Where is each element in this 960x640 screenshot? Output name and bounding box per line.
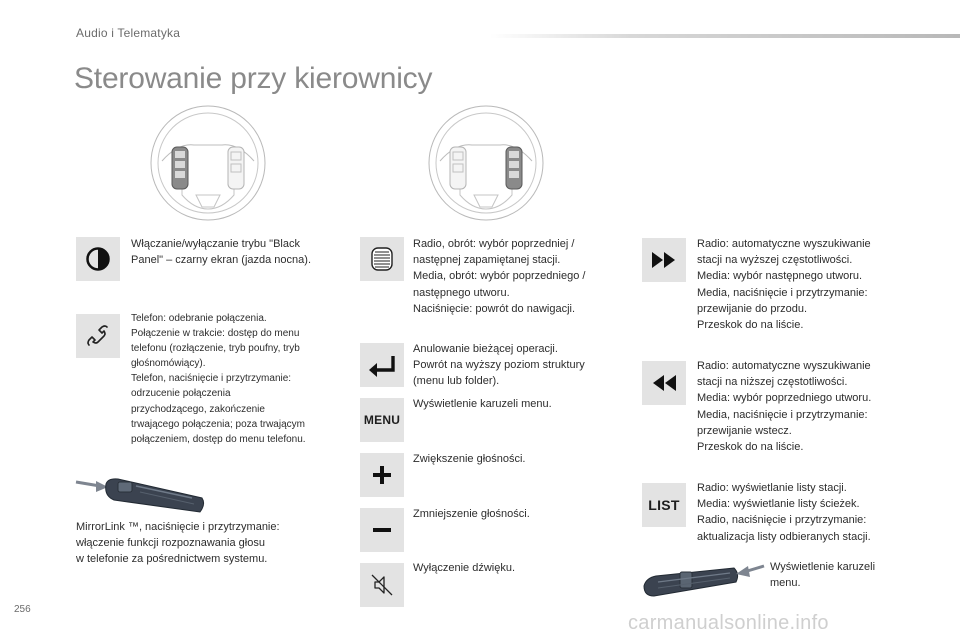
menu-button[interactable] bbox=[360, 398, 404, 442]
rewind-icon bbox=[650, 373, 678, 393]
volume-up-description: Zwiększenie głośności. bbox=[413, 453, 526, 465]
minus-icon bbox=[371, 519, 393, 541]
mute-button[interactable] bbox=[360, 563, 404, 607]
speaker-muted-icon bbox=[368, 571, 396, 599]
page-number: 256 bbox=[14, 604, 31, 615]
menu-description: Wyświetlenie karuzeli menu. bbox=[413, 398, 552, 410]
steering-wheel-right-diagram bbox=[426, 103, 546, 223]
header-section-title: Audio i Telematyka bbox=[76, 26, 181, 40]
watermark: carmanualsonline.info bbox=[628, 612, 829, 634]
back-description: Anulowanie bieżącej operacji. Powrót na wyższy poziom struktury (menu lub folder). bbox=[413, 343, 585, 388]
black-panel-description: Włączanie/wyłączanie trybu "Black Panel" – czarny ekran (jazda nocna). bbox=[131, 238, 312, 267]
list-description: Radio: wyświetlanie listy stacji. Media: wyświetlanie listy ścieżek. Radio, naciśnięcie i przytrzymanie: aktualizacja listy odbieranych stacji. bbox=[697, 482, 871, 543]
half-circle-icon bbox=[85, 246, 111, 272]
volume-up-button[interactable] bbox=[360, 453, 404, 497]
menu-label: MENU bbox=[363, 413, 401, 427]
page-title: Sterowanie przy kierownicy bbox=[74, 62, 433, 95]
list-button[interactable] bbox=[642, 483, 686, 527]
menu-stalk-illustration bbox=[640, 560, 766, 611]
back-button[interactable] bbox=[360, 343, 404, 387]
fast-forward-icon bbox=[650, 250, 678, 270]
thumbwheel-button[interactable] bbox=[360, 237, 404, 281]
phone-handset-icon bbox=[84, 322, 112, 350]
seek-down-description: Radio: automatyczne wyszukiwanie stacji na niższej częstotliwości. Media: wybór poprzedniego utworu. Media, naciśnięcie i przytrzymanie: przewijanie wstecz. Przeskok do na liście. bbox=[697, 360, 872, 454]
volume-down-button[interactable] bbox=[360, 508, 404, 552]
phone-description: Telefon: odebranie połączenia. Połączenie w trakcie: dostęp do menu telefonu (rozłączenie, tryb poufny, tryb głośnomówiący). Telefon, naciśnięcie i przytrzymanie: odrzucenie połączenia przychodzącego, zakończenie trwającego połączenia; poza trwającym połączeniem, dostęp do menu telefonu. bbox=[131, 313, 306, 445]
thumbwheel-icon bbox=[368, 245, 396, 273]
mirrorlink-description: MirrorLink ™, naciśnięcie i przytrzymanie: włączenie funkcji rozpoznawania głosu w telefonie za pośrednictwem systemu. bbox=[76, 521, 280, 566]
header-divider bbox=[490, 34, 960, 38]
phone-button[interactable] bbox=[76, 314, 120, 358]
seek-up-button[interactable] bbox=[642, 238, 686, 282]
thumbwheel-description: Radio, obrót: wybór poprzedniej / następnej zapamiętanej stacji. Media, obrót: wybór poprzedniego / następnego utworu. Naciśnięcie: powrót do nawigacji. bbox=[413, 238, 586, 315]
volume-down-description: Zmniejszenie głośności. bbox=[413, 508, 530, 520]
mirrorlink-stalk-illustration bbox=[74, 470, 208, 525]
steering-wheel-left-diagram bbox=[148, 103, 268, 223]
list-label: LIST bbox=[648, 497, 680, 513]
return-arrow-icon bbox=[367, 352, 397, 378]
seek-down-button[interactable] bbox=[642, 361, 686, 405]
plus-icon bbox=[371, 464, 393, 486]
black-panel-button[interactable] bbox=[76, 237, 120, 281]
seek-up-description: Radio: automatyczne wyszukiwanie stacji na wyższej częstotliwości. Media: wybór następnego utworu. Media, naciśnięcie i przytrzymanie: przewijanie do przodu. Przeskok do na liście. bbox=[697, 238, 871, 332]
stalk-menu-description: Wyświetlenie karuzeli menu. bbox=[770, 561, 876, 590]
mute-description: Wyłączenie dźwięku. bbox=[413, 562, 515, 574]
